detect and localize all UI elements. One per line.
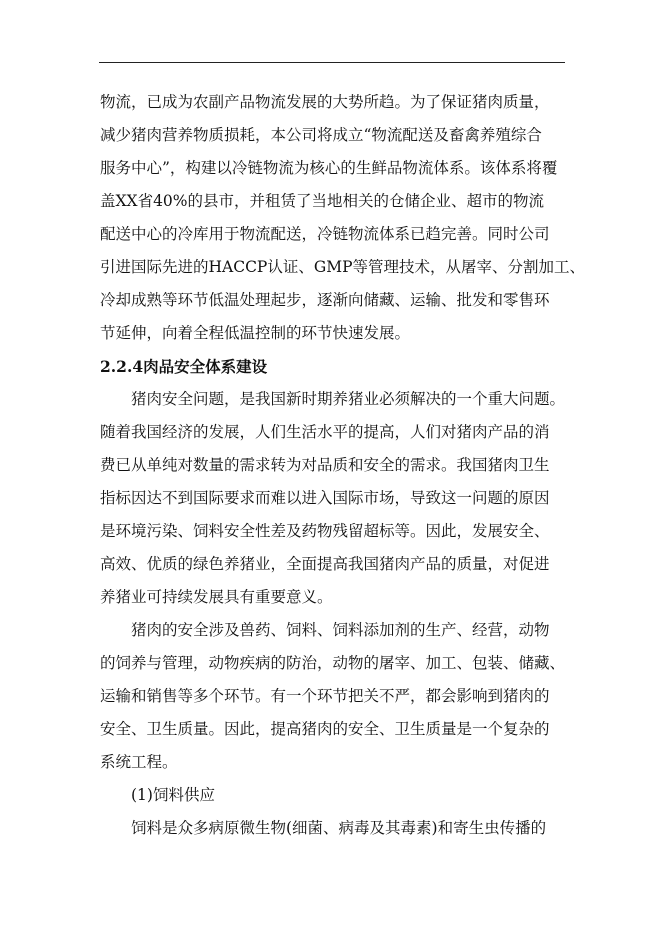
text-line: 盖XX省40%的县市，并租赁了当地相关的仓储企业、超市的物流 [100, 192, 545, 210]
text-line: 费已从单纯对数量的需求转为对品质和安全的需求。我国猪肉卫生 [100, 456, 550, 474]
page-content [100, 86, 586, 845]
text-line: 的饲养与管理，动物疾病的防治，动物的屠宰、加工、包装、储藏、 [100, 654, 566, 672]
text-line: 减少猪肉营养物质损耗，本公司将成立“物流配送及畜禽养殖综合 [100, 126, 542, 144]
text-line: 节延伸，向着全程低温控制的环节快速发展。 [100, 324, 411, 342]
text-line: 高效、优质的绿色养猪业，全面提高我国猪肉产品的质量，对促进 [100, 555, 550, 573]
paragraph-first-line: 猪肉的安全涉及兽药、饲料、饲料添加剂的生产、经营，动物 [131, 621, 550, 639]
text-line: 运输和销售等多个环节。有一个环节把关不严，都会影响到猪肉的 [100, 687, 550, 705]
header-rule [99, 62, 565, 63]
text-line: 是环境污染、饲料安全性差及药物残留超标等。因此，发展安全、 [100, 522, 550, 540]
text-line: 物流，已成为农副产品物流发展的大势所趋。为了保证猪肉质量， [100, 93, 550, 111]
text-line: 指标因达不到国际要求而难以进入国际市场，导致这一问题的原因 [100, 489, 550, 507]
text-line: 服务中心”，构建以冷链物流为核心的生鲜品物流体系。该体系将覆 [100, 159, 558, 177]
text-line: 系统工程。 [100, 753, 178, 771]
text-line: 随着我国经济的发展，人们生活水平的提高，人们对猪肉产品的消 [100, 423, 550, 441]
text-line: 配送中心的冷库用于物流配送，冷链物流体系已趋完善。同时公司 [100, 225, 550, 243]
section-heading: 2.2.4肉品安全体系建设 [100, 357, 268, 376]
text-line: 养猪业可持续发展具有重要意义。 [100, 588, 333, 606]
subitem-label: (1)饲料供应 [131, 786, 215, 804]
paragraph-first-line: 猪肉安全问题，是我国新时期养猪业必须解决的一个重大问题。 [131, 390, 566, 408]
text-line: 引进国际先进的HACCP认证、GMP等管理技术，从屠宰、分割加工、 [100, 258, 586, 276]
text-line: 冷却成熟等环节低温处理起步，逐渐向储藏、运输、批发和零售环 [100, 291, 550, 309]
paragraph-first-line: 饲料是众多病原微生物(细菌、病毒及其毒素)和寄生虫传播的 [131, 819, 547, 837]
text-line: 安全、卫生质量。因此，提高猪肉的安全、卫生质量是一个复杂的 [100, 720, 550, 738]
